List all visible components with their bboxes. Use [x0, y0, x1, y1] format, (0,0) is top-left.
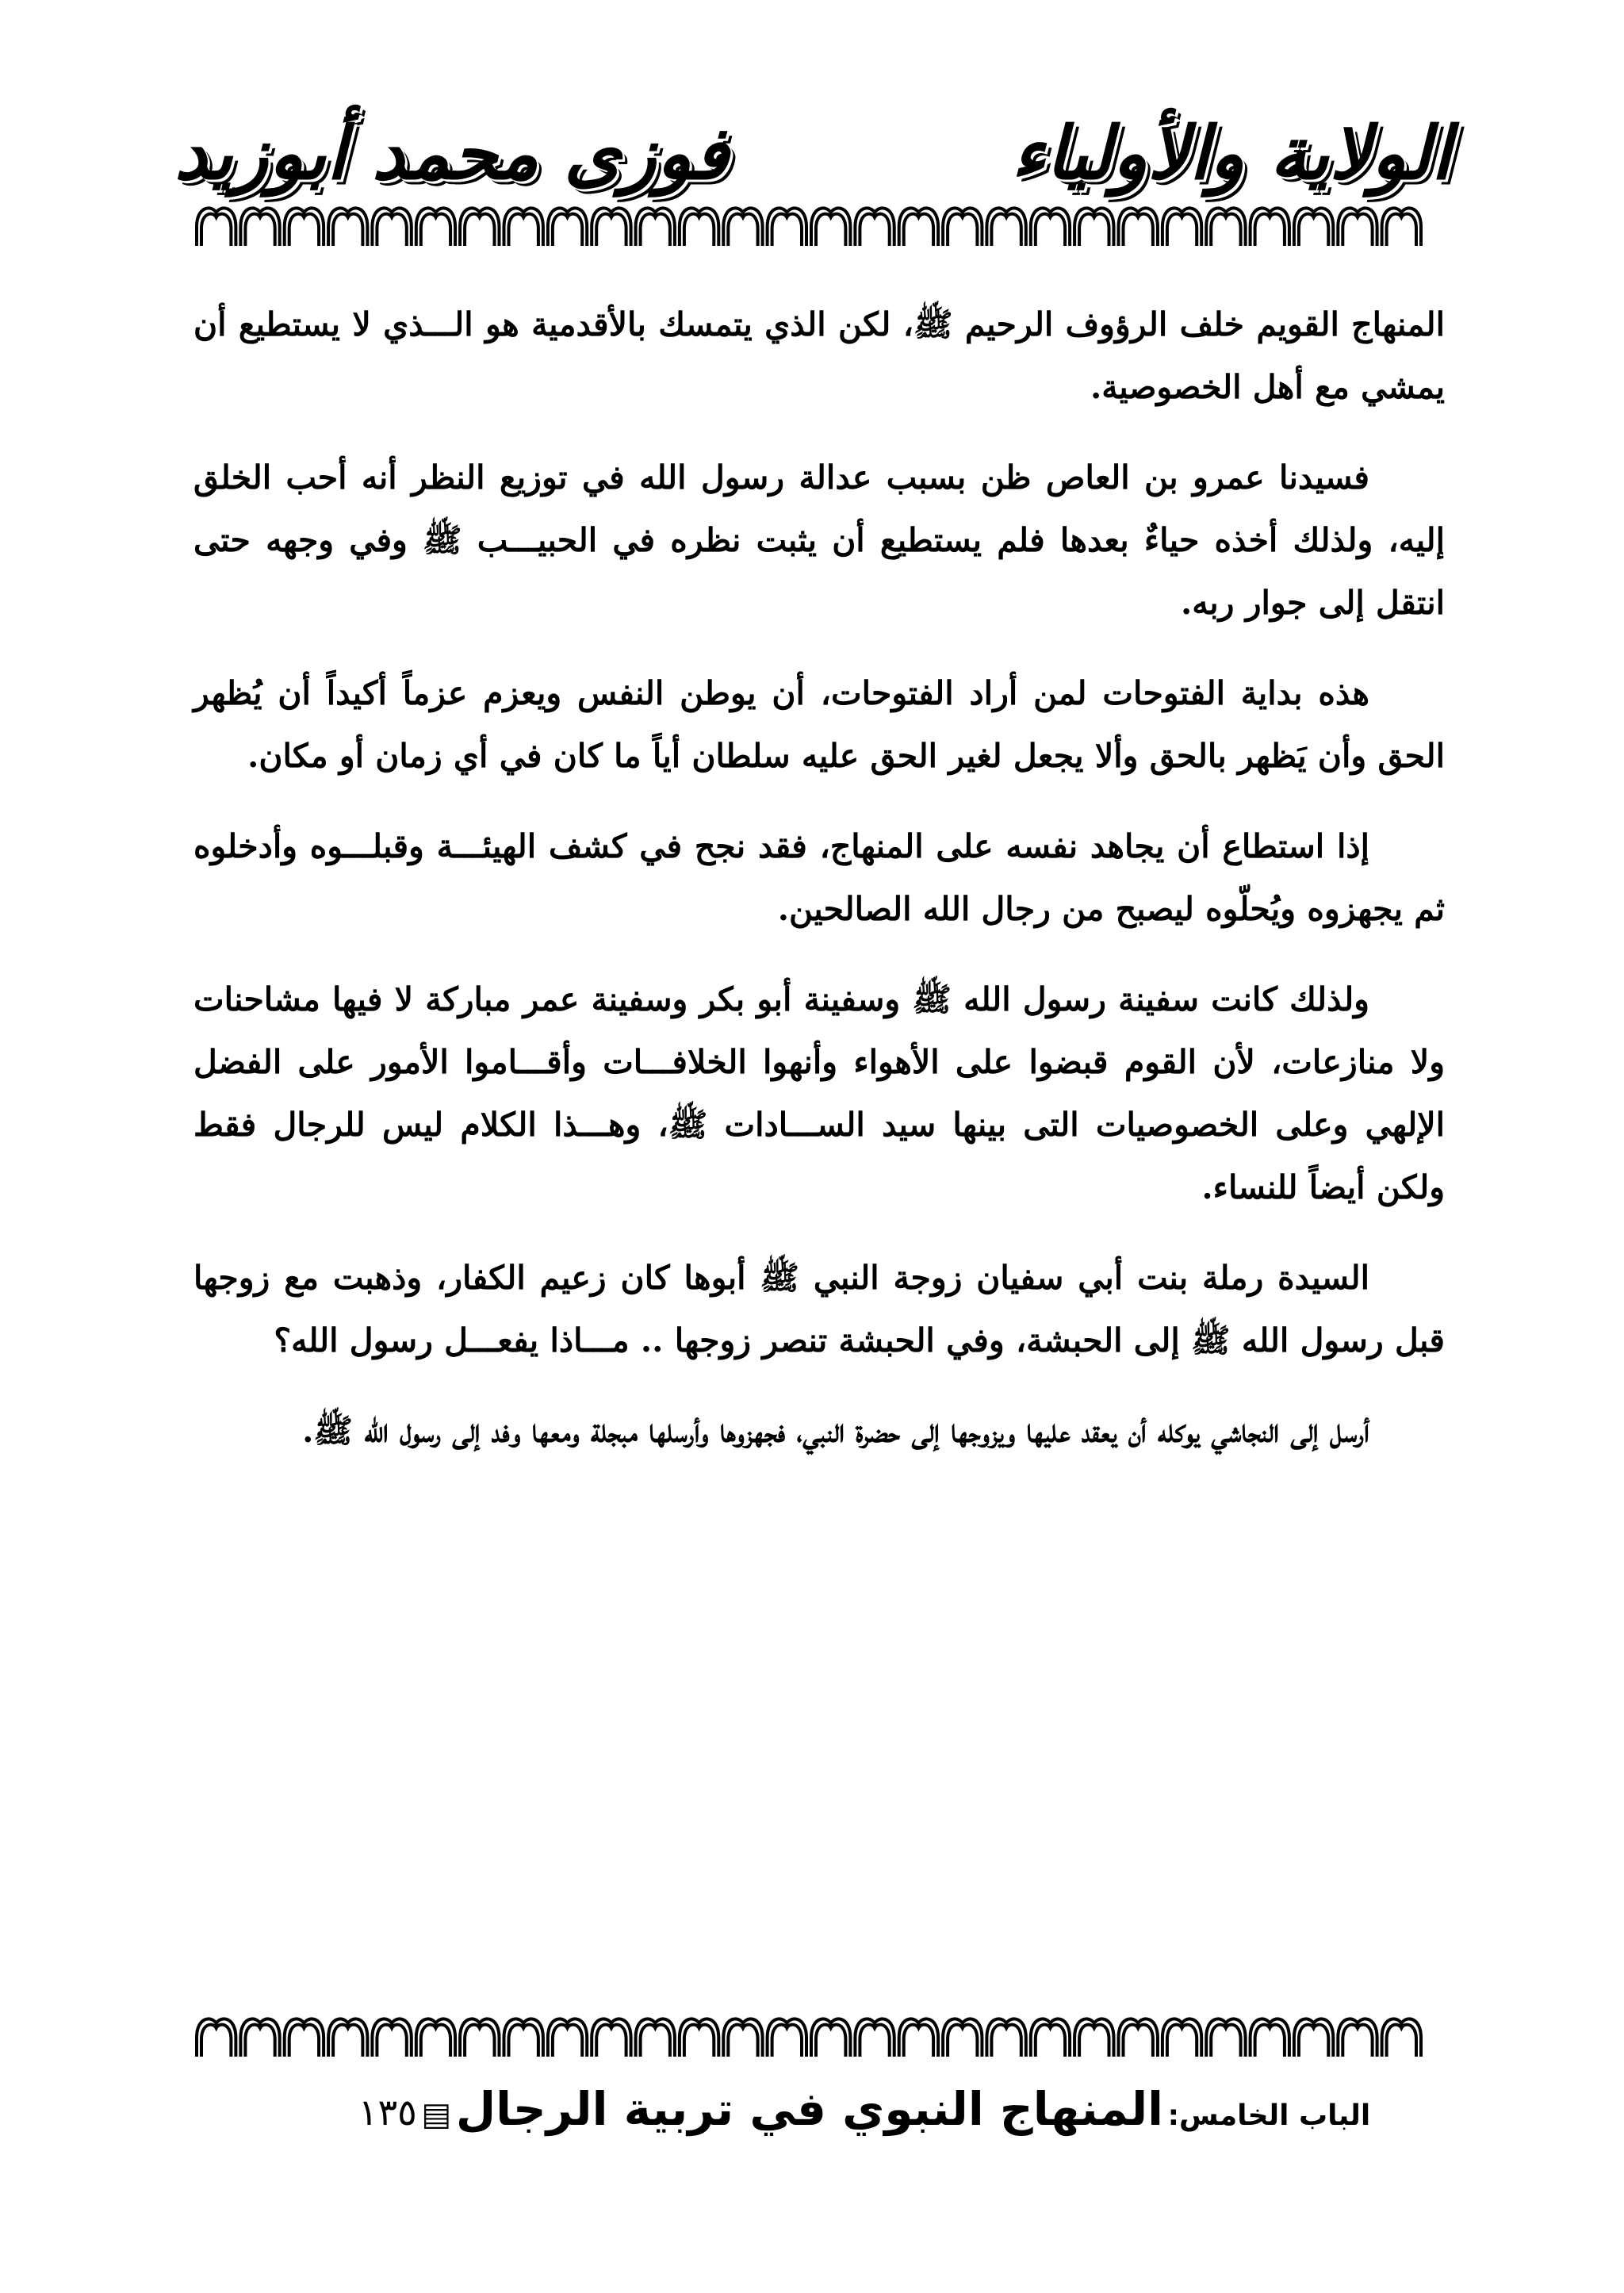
- page-header: [174, 94, 1451, 213]
- paragraph-6: السيدة رملة بنت أبي سفيان زوجة النبي ﷺ أبوها كان زعيم الكفار، وذهبت مع زوجها قبل رسول الله ﷺ إلى الحبشة، وفي الحبشة تنصر زوجها .. مـــاذا يفعـــل رسول الله؟: [193, 1259, 1445, 1359]
- paragraph-7: أرسل إلى النجاشي يوكله أن يعقد عليها ويزوجها إلى حضرة النبي، فجهزوها وأرسلها مبجلة ومعها وفد إلى رسول الله ﷺ.: [302, 1412, 1369, 1450]
- top-ornament-border: [194, 200, 1423, 249]
- paragraph-3: هذه بداية الفتوحات لمن أراد الفتوحات، أن يوطن النفس ويعزم عزماً أكيداً أن يُظهر الحق وأن يَظهر بالحق وألا يجعل لغير الحق عليه سلطان أياً ما كان في أي زمان أو مكان.: [193, 674, 1445, 775]
- arch-ornament-icon: [194, 200, 1423, 249]
- arch-ornament-icon: [194, 2011, 1423, 2060]
- page-number: ١٣٥: [358, 2091, 417, 2134]
- footer-mark-icon: ▤: [421, 2096, 452, 2133]
- page-footer: [301, 2082, 1427, 2169]
- chapter-title: المنهاج النبوي في تربية الرجال: [455, 2082, 1163, 2136]
- paragraph-5: ولذلك كانت سفينة رسول الله ﷺ وسفينة أبو بكر وسفينة عمر مباركة لا فيها مشاحنات ولا منازعات، لأن القوم قبضوا على الأهواء وأنهوا الخلافـــات وأقـــاموا الأمور على الفضل الإلهي وعلى الخصوصيات التى بينها سيد الســـادات ﷺ، وهـــذا الكلام ليس للرجال فقط ولكن أيضاً للنساء.: [193, 980, 1445, 1206]
- paragraph-1: المنهاج القويم خلف الرؤوف الرحيم ﷺ، لكن الذي يتمسك بالأقدمية هو الـــذي لا يستطيع أن يمشي مع أهل الخصوصية.: [193, 305, 1445, 406]
- book-title: الولاية والأولياء: [1011, 110, 1451, 196]
- paragraph-4: إذا استطاع أن يجاهد نفسه على المنهاج، فقد نجح في كشف الهيئـــة وقبلـــوه وأدخلوه ثم يجهزوه ويُحلّوه ليصبح من رجال الله الصالحين.: [193, 827, 1445, 928]
- chapter-label: الباب الخامس:: [1167, 2099, 1371, 2132]
- bottom-ornament-border: [194, 2011, 1423, 2060]
- author-name: فوزى محمد أبوزيد: [174, 110, 730, 196]
- paragraph-2: فسيدنا عمرو بن العاص ظن بسبب عدالة رسول الله في توزيع النظر أنه أحب الخلق إليه، ولذلك أخذه حياءٌ بعدها فلم يستطيع أن يثبت نظره في الحبيـــب ﷺ وفي وجهه حتى انتقل إلى جوار ربه.: [193, 458, 1445, 622]
- body-text: [193, 293, 1445, 1490]
